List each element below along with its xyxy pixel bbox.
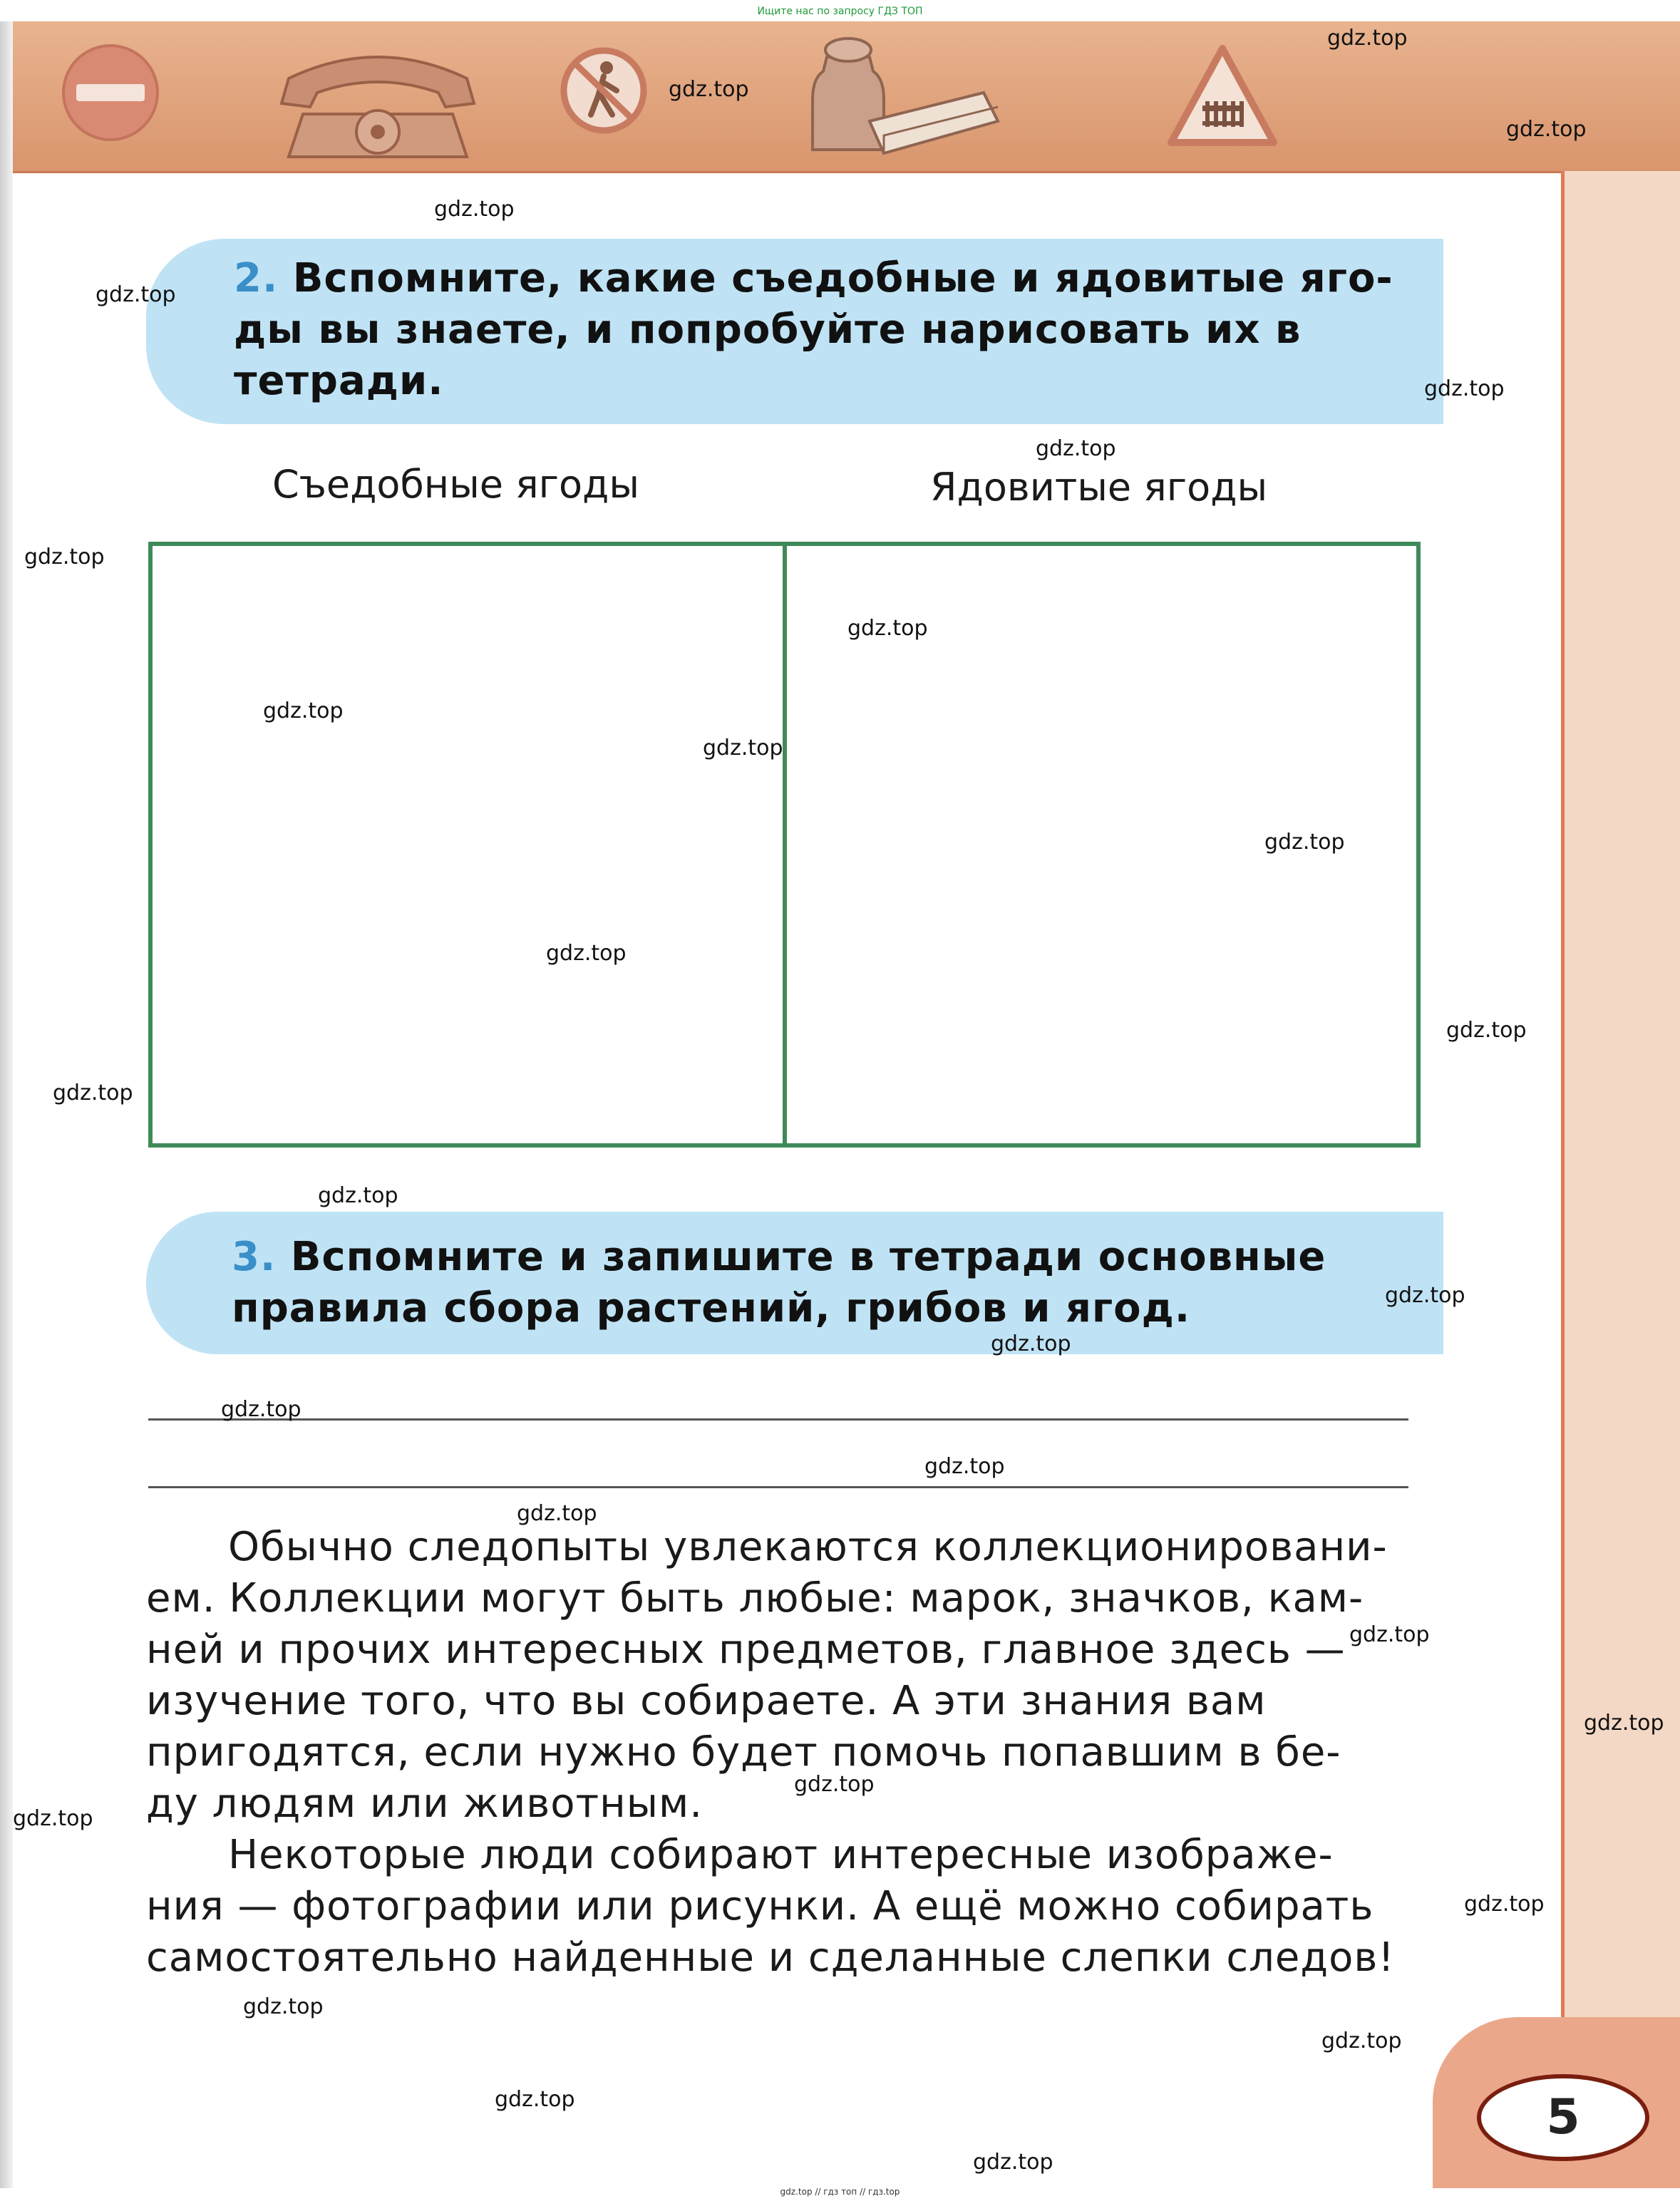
watermark: gdz.top [669,77,749,102]
paragraph-1-line: изучение того, что вы собираете. А эти знания вам [146,1678,1267,1724]
watermark: gdz.top [96,282,176,307]
watermark: gdz.top [1424,376,1505,401]
answer-line-2 [148,1486,1408,1488]
right-margin-line [1561,171,1565,2188]
watermark: gdz.top [1464,1892,1545,1917]
task-3-text [232,1232,1421,1334]
page-number: 5 [1477,2074,1649,2161]
watermark: gdz.top [1321,2029,1402,2053]
footer-caption: gdz.top // гдз топ // гдз.top [780,2187,900,2197]
watermark: gdz.top [221,1397,302,1422]
no-pedestrians-sign-icon [560,46,649,135]
paragraph-collecting [146,1522,1415,1984]
page-binding-edge [0,21,13,2188]
top-caption: Ищите нас по запросу ГДЗ ТОП [757,6,923,17]
column-header-edible: Съедобные ягоды [272,462,639,507]
paragraph-2-line: Некоторые люди собирают интересные изображе- [228,1832,1334,1878]
watermark: gdz.top [973,2150,1053,2175]
paragraph-1-line: ду людям или животным. [146,1780,704,1827]
watermark: gdz.top [703,736,783,761]
paragraph-1-line: пригодятся, если нужно будет помочь попавшим в бе- [146,1729,1341,1775]
rotary-telephone-icon [267,36,488,164]
watermark: gdz.top [53,1081,133,1105]
watermark: gdz.top [1264,830,1345,855]
watermark: gdz.top [495,2087,575,2112]
answer-line-1 [148,1418,1408,1421]
watermark: gdz.top [263,699,344,723]
watermark: gdz.top [847,616,928,641]
paragraph-2-line: самостоятельно найденные и сделанные слепки следов! [146,1934,1395,1981]
jar-and-cheese-icon [805,29,1005,164]
watermark: gdz.top [24,545,105,569]
watermark: gdz.top [434,197,515,222]
task-3-line-1: 3. Вспомните и запишите в тетради основные [232,1234,1326,1280]
paragraph-1-line: ней и прочих интересных предметов, главное здесь — [146,1627,1346,1673]
watermark: gdz.top [13,1806,93,1831]
task-3-line-2: правила сбора растений, грибов и ягод. [232,1285,1191,1331]
table-column-divider [783,542,787,1148]
task-2-line-1: 2. Вспомните, какие съедобные и ядовитые яго- [234,255,1393,301]
task-2-text [234,253,1423,407]
watermark: gdz.top [1349,1622,1430,1647]
railway-crossing-sign-icon [1165,43,1279,150]
watermark: gdz.top [318,1183,398,1208]
watermark: gdz.top [546,941,627,966]
watermark: gdz.top [924,1454,1005,1479]
no-entry-sign-icon [61,43,160,143]
watermark: gdz.top [1584,1711,1664,1736]
paragraph-1-line: Обычно следопыты увлекаются коллекционировани- [228,1524,1388,1570]
watermark: gdz.top [243,1994,324,2019]
task-2-line-2: ды вы знаете, и попробуйте нарисовать их в [234,306,1302,353]
watermark: gdz.top [1036,436,1116,461]
watermark: gdz.top [1446,1018,1527,1043]
task-2-line-3: тетради. [234,358,444,404]
watermark: gdz.top [991,1331,1071,1356]
watermark: gdz.top [794,1772,875,1797]
watermark: gdz.top [517,1501,597,1526]
column-header-poisonous: Ядовитые ягоды [930,465,1268,510]
watermark: gdz.top [1327,26,1408,51]
watermark: gdz.top [1506,117,1587,142]
task-3-number: 3. [232,1234,277,1280]
paragraph-1-line: ем. Коллекции могут быть любые: марок, значков, кам- [146,1575,1364,1622]
paragraph-2-line: ния — фотографии или рисунки. А ещё можно собирать [146,1883,1374,1929]
right-margin-strip [1563,171,1680,2188]
task-2-number: 2. [234,255,279,301]
watermark: gdz.top [1385,1283,1465,1308]
